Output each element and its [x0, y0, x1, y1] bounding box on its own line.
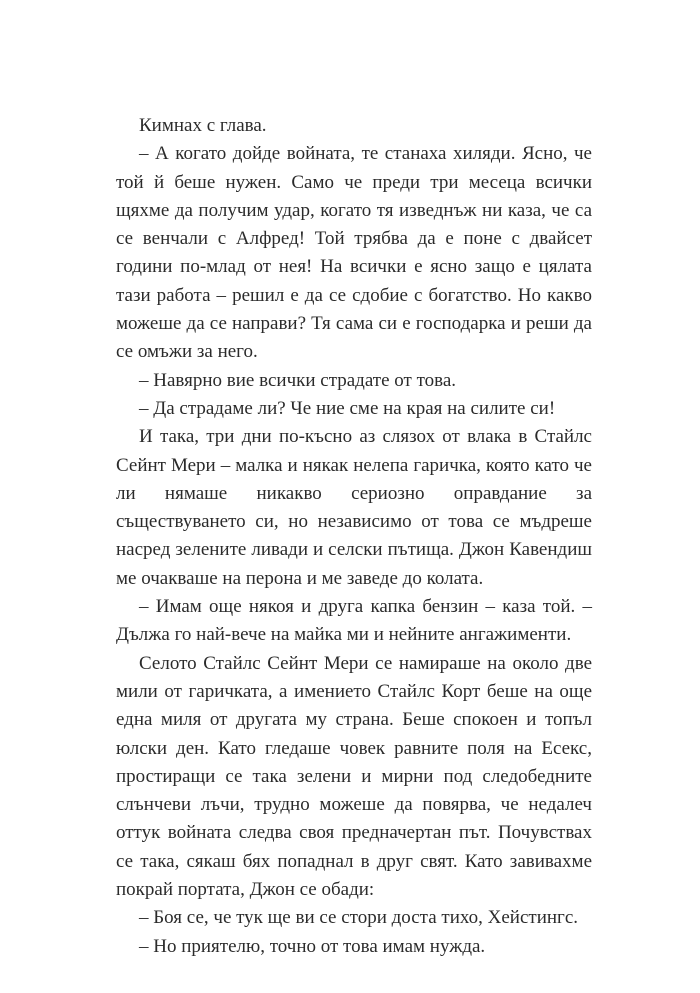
- paragraph: И така, три дни по-късно аз слязох от влака в Стайлс Сейнт Мери – малка и някак нелепа гаричка, която като че ли нямаше никакво сериозно оправдание за съществуването си, но независимо от това се мъдреше насред зелените ливади и селски пътища. Джон Кавендиш ме очакваше на перона и ме заведе до колата.: [116, 426, 592, 589]
- page-text: [116, 112, 592, 961]
- paragraph: Селото Стайлс Сейнт Мери се намираше на около две мили от гаричката, а имението Стайлс Корт беше на още една миля от другата му страна. Беше спокоен и топъл юлски ден. Като гледаше човек равните поля на Есекс, простиращи се така зелени и мирни под следобедните слънчеви лъчи, трудно можеше да повярва, че недалеч оттук войната следва своя предначертан път. Почувствах се така, сякаш бях попаднал в друг свят. Като завивахме покрай портата, Джон се обади:: [116, 652, 592, 901]
- paragraph: – Имам още някоя и друга капка бензин – каза той. – Дължа го най-вече на майка ми и нейните ангажименти.: [116, 596, 592, 646]
- paragraph: Кимнах с глава.: [139, 115, 267, 136]
- paragraph: – Да страдаме ли? Че ние сме на края на силите си!: [139, 397, 556, 419]
- paragraph: – Навярно вие всички страдате от това.: [139, 369, 457, 391]
- paragraph: – А когато дойде войната, те станаха хиляди. Ясно, че той й беше нужен. Само че преди три месеца всички щяхме да получим удар, когато тя изведнъж ни каза, че са се венчали с Алфред! Той трябва да е поне с двайсет години по-млад от нея! На всички е ясно защо е цялата тази работа – решил е да се сдобие с богатство. Но какво можеше да се направи? Тя сама си е господарка и реши да се омъжи за него.: [116, 143, 592, 363]
- paragraph: – Боя се, че тук ще ви се стори доста тихо, Хейстингс.: [139, 907, 579, 929]
- paragraph: – Но приятелю, точно от това имам нужда.: [139, 935, 486, 957]
